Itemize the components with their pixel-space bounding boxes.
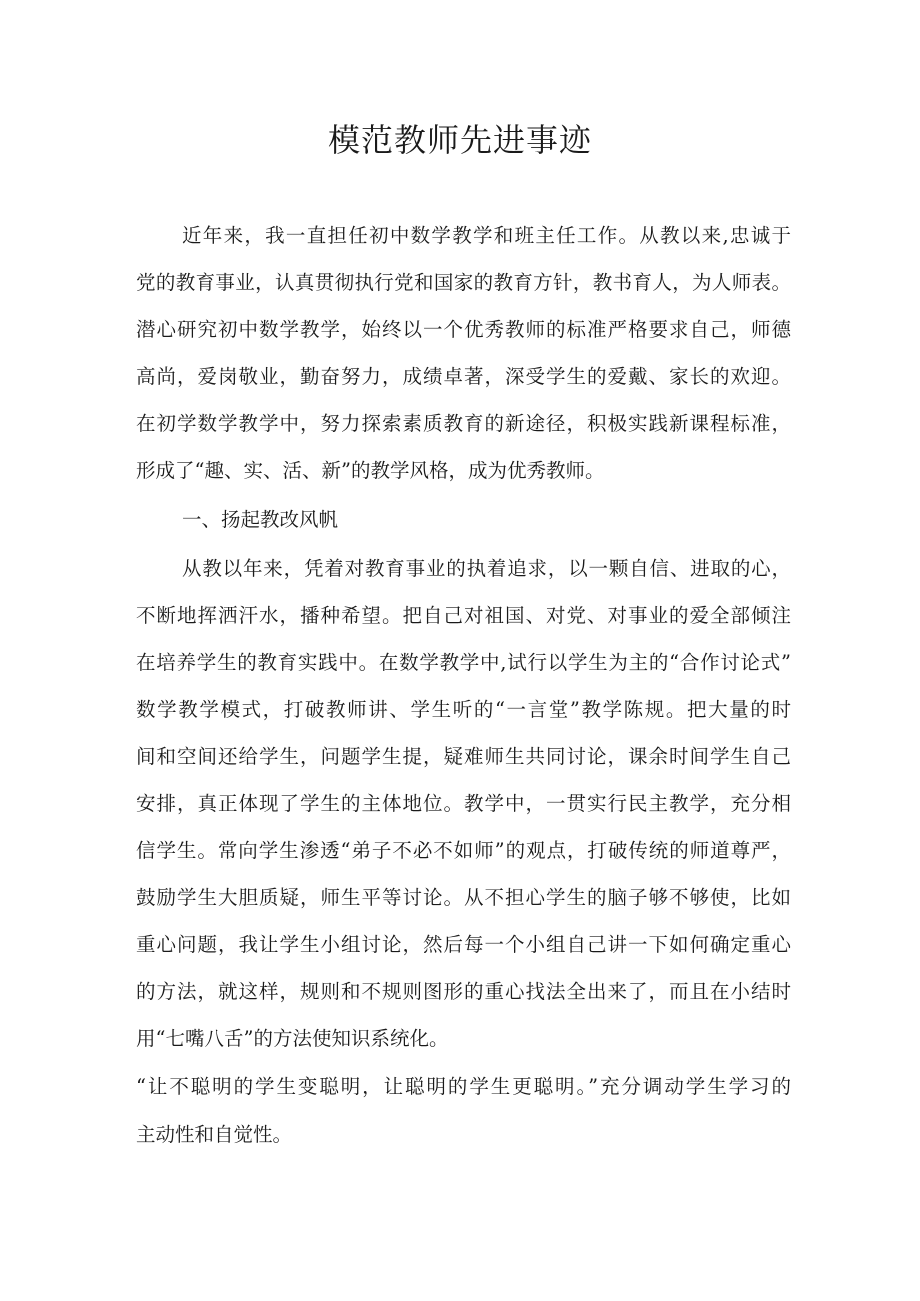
paragraph-line: 在初学数学教学中，努力探索素质教育的新途径，积极实践新课程标准，: [136, 412, 791, 435]
paragraph-line: 在培养学生的教育实践中。在数学教学中,试行以学生为主的“合作讨论式”: [136, 651, 791, 674]
section-heading: 一、扬起教改风帆: [182, 508, 339, 531]
paragraph-line: 安排，真正体现了学生的主体地位。教学中，一贯实行民主教学，充分相: [136, 792, 791, 815]
paragraph-line: 不断地挥洒汗水，播种希望。把自己对祖国、对党、对事业的爱全部倾注: [136, 604, 791, 627]
paragraph-line: 信学生。常向学生渗透“弟子不必不如师”的观点，打破传统的师道尊严，: [136, 839, 791, 862]
paragraph-line: 用“七嘴八舌”的方法使知识系统化。: [136, 1027, 449, 1050]
paragraph-line: 主动性和自觉性。: [136, 1123, 293, 1146]
paragraph-line: 党的教育事业，认真贯彻执行党和国家的教育方针，教书育人，为人师表。: [136, 271, 791, 294]
paragraph-line: 近年来，我一直担任初中数学教学和班主任工作。从教以来,忠诚于: [182, 224, 791, 247]
paragraph-line: 高尚，爱岗敬业，勤奋努力，成绩卓著，深受学生的爱戴、家长的欢迎。: [136, 365, 791, 388]
paragraph-line: 潜心研究初中数学教学，始终以一个优秀教师的标准严格要求自己，师德: [136, 318, 791, 341]
paragraph-line: 重心问题，我让学生小组讨论，然后每一个小组自己讲一下如何确定重心: [136, 933, 791, 956]
paragraph-line: “让不聪明的学生变聪明，让聪明的学生更聪明。”充分调动学生学习的: [136, 1075, 791, 1098]
paragraph-line: 从教以年来，凭着对教育事业的执着追求，以一颗自信、进取的心，: [182, 557, 791, 580]
document-title: 模范教师先进事迹: [327, 121, 592, 159]
paragraph-line: 间和空间还给学生，问题学生提，疑难师生共同讨论，课余时间学生自己: [136, 745, 791, 768]
paragraph-line: 数学教学模式，打破教师讲、学生听的“一言堂”教学陈规。把大量的时: [136, 698, 791, 721]
paragraph-line: 的方法，就这样，规则和不规则图形的重心找法全出来了，而且在小结时: [136, 980, 791, 1003]
paragraph-line: 鼓励学生大胆质疑，师生平等讨论。从不担心学生的脑子够不够使，比如: [136, 886, 791, 909]
paragraph-line: 形成了“趣、实、活、新”的教学风格，成为优秀教师。: [136, 459, 605, 482]
